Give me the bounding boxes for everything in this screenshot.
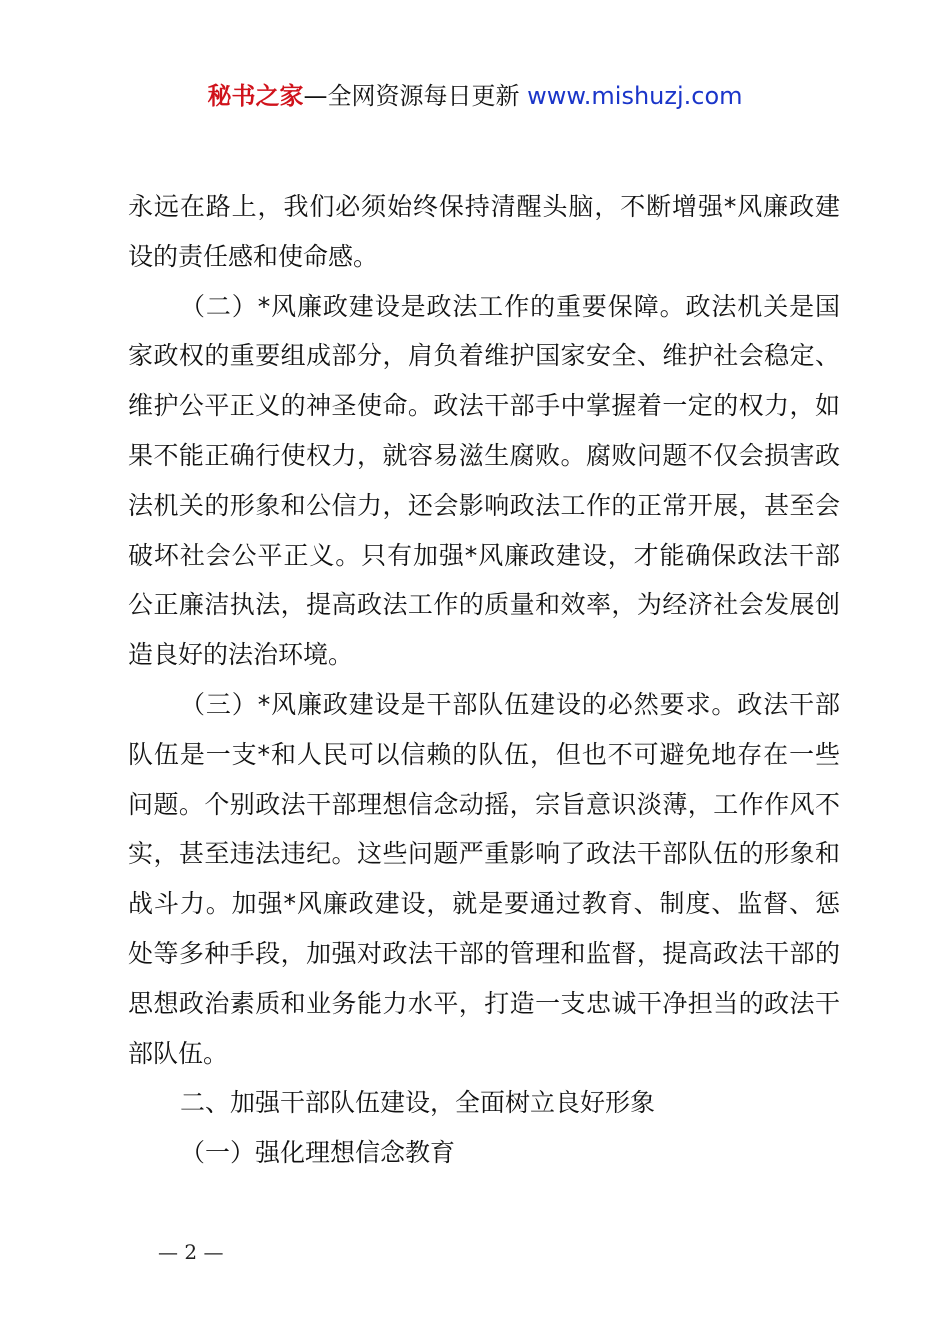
site-header xyxy=(0,78,950,114)
heading-part-two: 二、加强干部队伍建设，全面树立良好形象 xyxy=(180,1088,656,1118)
header-tagline: 全网资源每日更新 xyxy=(327,82,528,110)
document-body xyxy=(128,182,840,1178)
header-separator: — xyxy=(303,82,328,110)
page-number: — 2 — xyxy=(158,1240,224,1264)
brand-name: 秘书之家 xyxy=(207,82,304,110)
paragraph-section-2: （二）*风廉政建设是政法工作的重要保障。政法机关是国家政权的重要组成部分，肩负着维护国家安全、维护社会稳定、维护公平正义的神圣使命。政法干部手中掌握着一定的权力，如果不能正确行使权力，就容易滋生腐败。腐败问题不仅会损害政法机关的形象和公信力，还会影响政法工作的正常开展，甚至会破坏社会公平正义。只有加强*风廉政建设，才能确保政法干部公正廉洁执法，提高政法工作的质量和效率，为经济社会发展创造良好的法治环境。 xyxy=(128,291,840,670)
paragraph-continuation: 永远在路上，我们必须始终保持清醒头脑，不断增强*风廉政建设的责任感和使命感。 xyxy=(128,192,840,271)
subheading-1: （一）强化理想信念教育 xyxy=(180,1138,456,1168)
paragraph-section-3: （三）*风廉政建设是干部队伍建设的必然要求。政法干部队伍是一支*和人民可以信赖的队伍，但也不可避免地存在一些问题。个别政法干部理想信念动摇，宗旨意识淡薄，工作作风不实，甚至违法违纪。这些问题严重影响了政法干部队伍的形象和战斗力。加强*风廉政建设，就是要通过教育、制度、监督、惩处等多种手段，加强对政法干部的管理和监督，提高政法干部的思想政治素质和业务能力水平，打造一支忠诚干净担当的政法干部队伍。 xyxy=(128,689,840,1068)
site-url-link[interactable]: www.mishuzj.com xyxy=(527,82,743,110)
